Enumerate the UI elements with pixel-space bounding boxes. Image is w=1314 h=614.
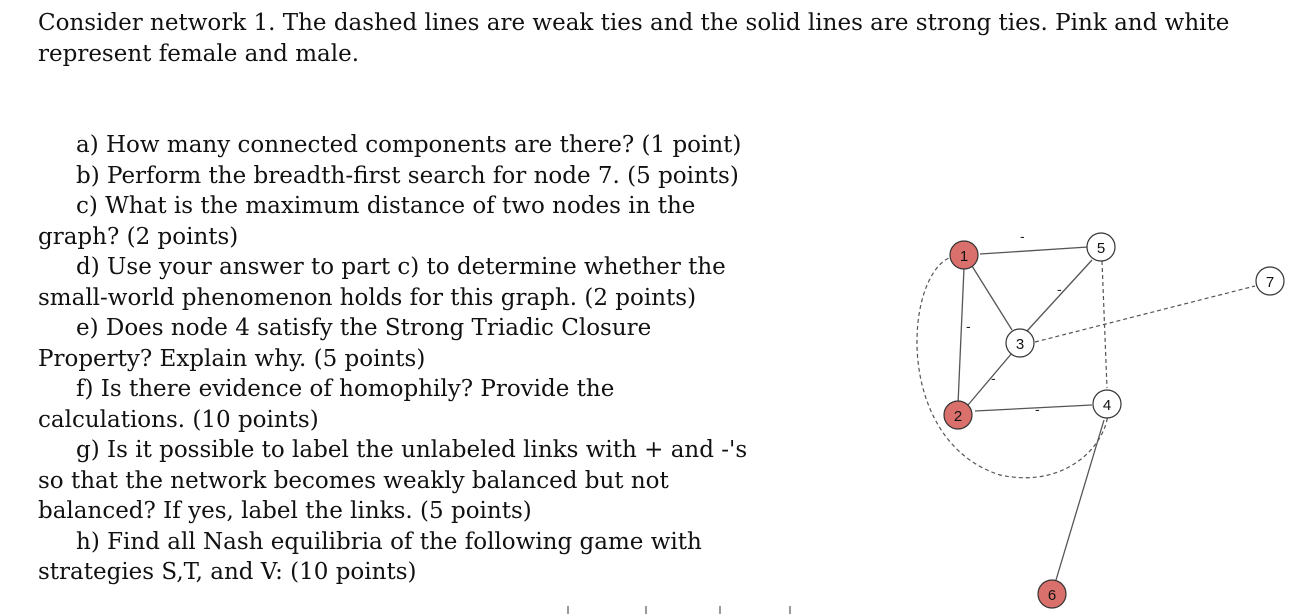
edge-sign-1-5: - <box>1020 228 1025 244</box>
node-5-label: 5 <box>1096 240 1106 257</box>
node-4 <box>1093 390 1121 418</box>
node-6-label: 6 <box>1047 587 1057 604</box>
node-6 <box>1038 580 1066 608</box>
node-7 <box>1256 267 1284 295</box>
edge-4-6-strong <box>1056 420 1104 580</box>
node-4-label: 4 <box>1102 397 1112 414</box>
edge-sign-3-5: - <box>1057 281 1062 297</box>
edge-1-2-strong <box>958 268 964 404</box>
edge-2-3-strong <box>968 353 1012 405</box>
edge-2-4-strong <box>975 405 1092 411</box>
node-7-label: 7 <box>1265 274 1275 291</box>
question-g: g) Is it possible to label the unlabeled links with + and -'s so that the network becomes weakly balanced but not balanced? If yes, label the links. (5 points) <box>38 437 748 524</box>
question-f: f) Is there evidence of homophily? Provide the calculations. (10 points) <box>38 376 615 433</box>
edge-1-4-weak <box>917 256 1108 478</box>
edge-sign-2-4: - <box>1035 401 1040 417</box>
edge-1-5-strong <box>980 247 1088 254</box>
question-d: d) Use your answer to part c) to determine whether the small-world phenomenon holds for this graph. (2 points) <box>38 254 726 311</box>
node-1 <box>950 241 978 269</box>
edge-1-3-strong <box>972 266 1012 330</box>
intro-paragraph: Consider network 1. The dashed lines are weak ties and the solid lines are strong ties. Pink and white represent female and male. <box>38 10 1230 67</box>
edge-sign-2-3: - <box>991 370 996 386</box>
node-2 <box>944 401 972 429</box>
edge-sign-1-2: - <box>966 318 971 334</box>
edge-3-7-weak <box>1035 286 1255 342</box>
node-2-label: 2 <box>953 408 963 425</box>
question-c: c) What is the maximum distance of two nodes in the graph? (2 points) <box>38 193 696 250</box>
question-h: h) Find all Nash equilibria of the following game with strategies S,T, and V: (10 points) <box>38 528 702 585</box>
node-5 <box>1087 233 1115 261</box>
question-e: e) Does node 4 satisfy the Strong Triadic Closure Property? Explain why. (5 points) <box>38 315 652 372</box>
node-3 <box>1006 329 1034 357</box>
node-1-label: 1 <box>959 248 969 265</box>
question-a: a) How many connected components are there? (1 point) <box>76 132 742 158</box>
question-b: b) Perform the breadth-first search for node 7. (5 points) <box>76 162 739 189</box>
node-3-label: 3 <box>1015 336 1025 353</box>
